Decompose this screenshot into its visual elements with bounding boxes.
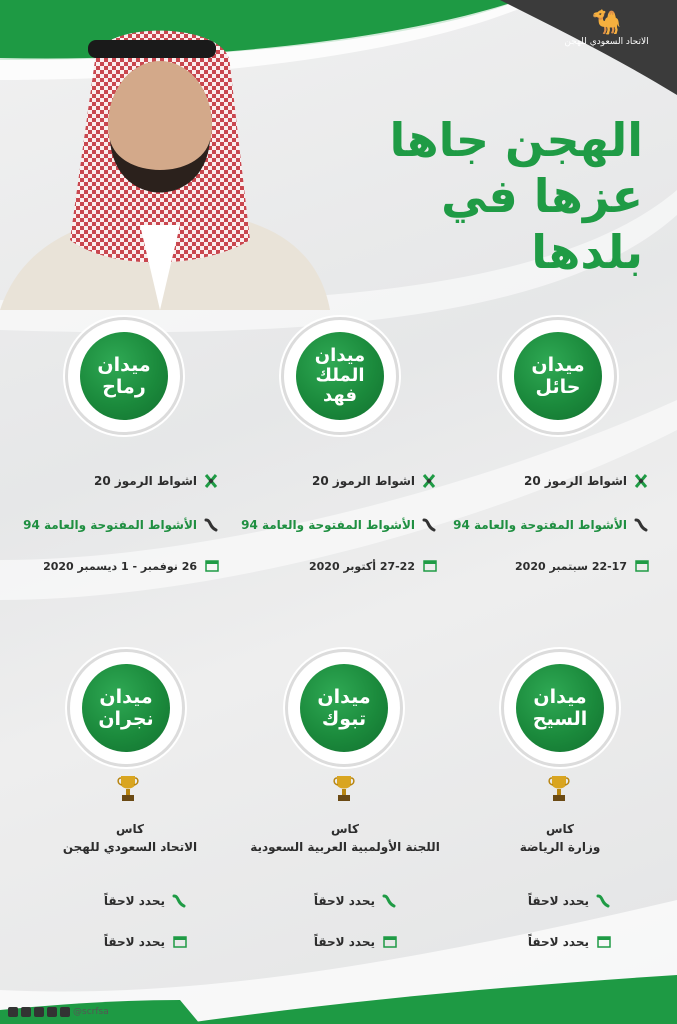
trophy-icon xyxy=(117,774,139,804)
trophy-icon xyxy=(548,774,570,804)
saddle-icon xyxy=(203,517,219,533)
calendar-icon xyxy=(633,558,649,574)
logo-text: الاتحاد السعودي للهجن xyxy=(564,37,649,47)
saddle-icon xyxy=(171,893,187,909)
venue-medallion-al-saih xyxy=(504,652,616,764)
title-line-2: عزها في بلدها xyxy=(441,169,643,279)
venue-medallion-rumah xyxy=(68,320,180,432)
calendar-icon xyxy=(595,934,611,950)
races-row: يحدد لاحقاً xyxy=(314,893,397,909)
date-row: يحدد لاحقاً xyxy=(104,934,187,950)
venue-medallion-king-fahd xyxy=(284,320,396,432)
venue-name: ميدان السيح xyxy=(516,664,604,752)
open-races-row: الأشواط المفتوحة والعامة 94 xyxy=(241,517,437,533)
date-row: 22-17 سبتمبر 2020 xyxy=(515,558,649,574)
date-row: 27-22 أكتوبر 2020 xyxy=(309,558,437,574)
symbols-races-row: اشواط الرموز 20 xyxy=(94,473,219,489)
date-row: يحدد لاحقاً xyxy=(314,934,397,950)
cup-sponsor: كاس الاتحاد السعودي للهجن xyxy=(62,822,198,854)
venue-medallion-najran xyxy=(70,652,182,764)
trophy-icon xyxy=(333,774,355,804)
date-row: 26 نوفمبر - 1 ديسمبر 2020 xyxy=(43,558,219,574)
social-handle: @scrfsa xyxy=(73,1007,109,1017)
calendar-icon xyxy=(421,558,437,574)
saddle-icon xyxy=(421,517,437,533)
calendar-icon xyxy=(381,934,397,950)
venue-name: ميدان نجران xyxy=(82,664,170,752)
camel-race-icon xyxy=(203,473,219,489)
venue-name: ميدان الملك فهد xyxy=(296,332,384,420)
linkedin-icon[interactable] xyxy=(60,1007,70,1017)
symbols-races-row: اشواط الرموز 20 xyxy=(312,473,437,489)
cup-sponsor: كاس اللجنة الأولمبية العربية السعودية xyxy=(250,822,440,854)
cup-sponsor: كاس وزارة الرياضة xyxy=(519,822,601,854)
camel-race-icon xyxy=(633,473,649,489)
youtube-icon[interactable] xyxy=(47,1007,57,1017)
calendar-icon xyxy=(203,558,219,574)
calendar-icon xyxy=(171,934,187,950)
date-row: يحدد لاحقاً xyxy=(528,934,611,950)
races-row: يحدد لاحقاً xyxy=(528,893,611,909)
saddle-icon xyxy=(595,893,611,909)
camel-race-icon xyxy=(421,473,437,489)
open-races-row: الأشواط المفتوحة والعامة 94 xyxy=(23,517,219,533)
portrait-image xyxy=(0,10,330,310)
camel-icon: 🐪 xyxy=(591,8,622,36)
open-races-row: الأشواط المفتوحة والعامة 94 xyxy=(453,517,649,533)
saddle-icon xyxy=(633,517,649,533)
twitter-icon[interactable] xyxy=(8,1007,18,1017)
venue-name: ميدان تبوك xyxy=(300,664,388,752)
symbols-races-row: اشواط الرموز 20 xyxy=(524,473,649,489)
venue-medallion-tabuk xyxy=(288,652,400,764)
instagram-icon[interactable] xyxy=(21,1007,31,1017)
title-line-1: الهجن جاها xyxy=(389,113,643,167)
snapchat-icon[interactable] xyxy=(34,1007,44,1017)
venue-name: ميدان رماح xyxy=(80,332,168,420)
page-title xyxy=(323,112,643,280)
social-footer xyxy=(8,1007,109,1017)
races-row: يحدد لاحقاً xyxy=(104,893,187,909)
saddle-icon xyxy=(381,893,397,909)
venue-name: ميدان حائل xyxy=(514,332,602,420)
venue-medallion-hail xyxy=(502,320,614,432)
federation-logo xyxy=(554,8,659,48)
